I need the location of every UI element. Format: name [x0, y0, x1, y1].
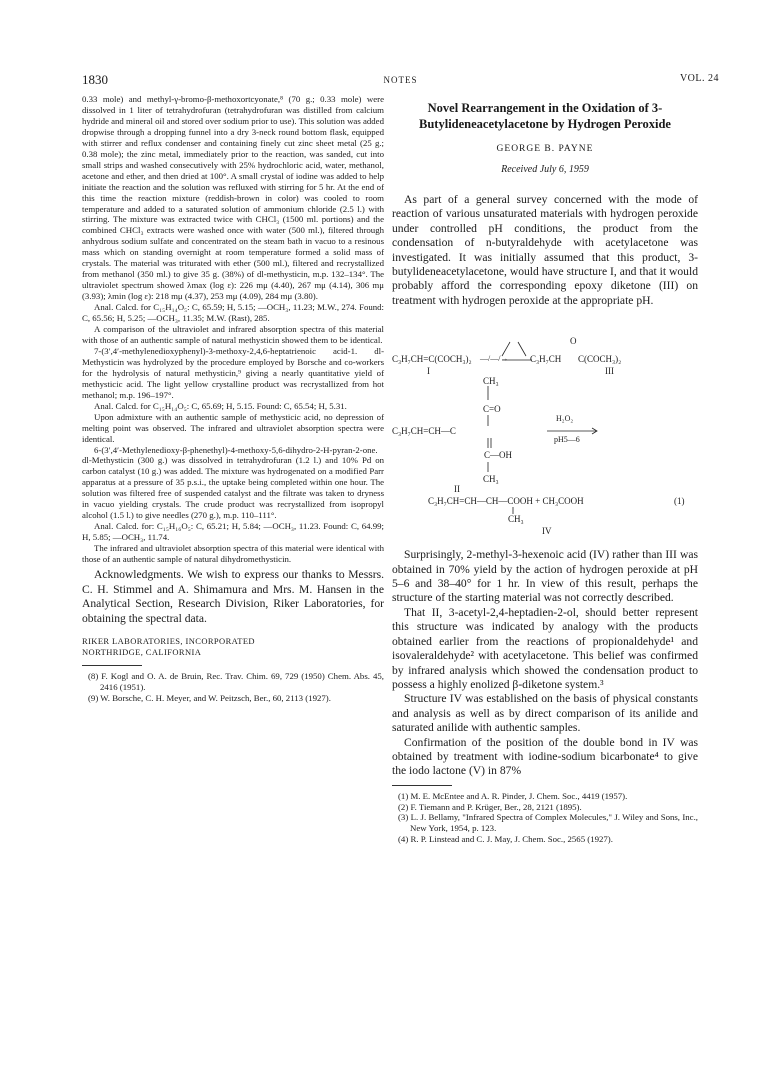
- footnote-9: (9) W. Borsche, C. H. Meyer, and W. Peitzsch, Ber., 60, 2113 (1927).: [88, 692, 331, 703]
- label-IV: IV: [542, 526, 552, 537]
- ch3-bottom: CH₃: [483, 474, 499, 485]
- footnote-1: (1) M. E. McEntee and A. R. Pinder, J. Chem. Soc., 4419 (1957).: [398, 790, 628, 801]
- label-I: I: [427, 366, 430, 377]
- negated-arrow: —/—/→: [480, 354, 509, 364]
- footnote-rule: [82, 665, 142, 666]
- footnote-8: (8) F. Kogl and O. A. de Bruin, Rec. Trav. Chim. 69, 729 (1950) Chem. Abs. 45, 2416 (1951).: [88, 671, 384, 693]
- left-column: [82, 94, 384, 704]
- label-III: III: [605, 366, 614, 377]
- running-header: [82, 72, 719, 88]
- enol-group: C—OH: [484, 450, 513, 461]
- footnote-2: (2) F. Tiemann and P. Krüger, Ber., 28, 2121 (1895).: [398, 801, 582, 812]
- affiliation: [82, 636, 384, 657]
- analysis-paragraph-2: Anal. Calcd. for C₁₅H₁₄O₅: C, 65.69; H, 5.15. Found: C, 65.54; H, 5.31.: [94, 400, 347, 411]
- intro-paragraph: As part of a general survey concerned with the mode of reaction of various unsaturated materials with hydrogen peroxide under controlled pH conditions, the product from the condensation of n-butyraldehyde with acetylacetone was investigated. It was initially assumed that this product, 3-butylideneacetylacetone, would have structure I, and that it would probably afford the corresponding epoxy diketone (III) on treatment with hydrogen peroxide at the appropriate pH.: [392, 193, 698, 307]
- structure-III-right: C(COCH₃)₂: [578, 354, 622, 365]
- scheme-tail: [392, 514, 698, 540]
- reagent-ph: pH5—6: [554, 435, 580, 445]
- confirmation-paragraph: Confirmation of the position of the double bond in IV was obtained by treatment with iodine-sodium bicarbonate⁴ to give the iodo lactone (V) in 87%: [392, 735, 698, 778]
- analysis-paragraph: Anal. Calcd. for C₁₅H₁₄O₅: C, 65.59; H, 5.15; —OCH₃, 11.23; M.W., 274. Found: C, 65.56; H, 5.25; —OCH₃, 11.35; M.W. (Rast), 285.: [82, 302, 384, 324]
- experimental-paragraph: 0.33 mole) and methyl-γ-bromo-β-methoxortcyonate,⁸ (70 g.; 0.33 mole) were dissolved in 1 liter of tetrahydrofuran (tetrahydrofuran was distilled from calcium hydride and mineral oil and stored over sodium prior to use). This solution was added dropwise through a dropping funnel into a dry 3-neck round bottom flask, equipped with stirrer and reflux condenser and containing finely cut zinc sheet metal (25 g.; 0.38 mole); the zinc metal, immediately prior to the reaction, was sanded, cut into small strips and washed consecutively with 25% hydrochloric acid, water, methanol, acetone and ether, and then dried at 100°. A small crystal of iodine was added to help initiate the reaction and the solution was refluxed with stirring for 5 hr. At the end of this time the reaction mixture (reddish-brown in color) was cooled to room temperature and added to a saturated solution of ammonium chloride (2.5 l.) with stirring. The mixture was extracted twice with CHCl₃ (1500 ml. portions) and the combined CHCl₃ extracts were washed once with water (500 ml.), filtered through anhydrous sodium sulfate and concentrated on the steam bath in vacuo to a resinous mass which on standing overnight at room temperature formed a solid mass of crystals. The material was triturated with ether (500 ml.), filtered and recrystallized from methanol (350 ml.) to give 35 g. (38%) of dl-methysticin, m.p. 132–134°. The ultraviolet spectrum showed λmax (log ε): 226 mμ (4.40), 267 mμ (4.14), 306 mμ (3.93); λmin (log ε): 218 mμ (4.37), 253 mμ (4.09), 284 mμ (3.80).: [82, 94, 384, 302]
- received-date: Received July 6, 1959: [501, 164, 589, 175]
- author-name: GEORGE B. PAYNE: [496, 144, 594, 154]
- scheme-bonds: [392, 316, 698, 514]
- reagent-h2o2: H₂O₂: [556, 414, 574, 424]
- volume-label: VOL. 24: [679, 73, 719, 84]
- footnote-rule-right: [392, 785, 452, 786]
- admixture-paragraph: Upon admixture with an authentic sample of methysticic acid, no depression of melting point was observed. The infrared and ultraviolet absorption spectra were identical.: [82, 411, 384, 444]
- epoxide-oxygen: O: [570, 336, 577, 347]
- page-number: 1830: [82, 72, 108, 87]
- affiliation-org: RIKER LABORATORIES, INCORPORATED: [82, 636, 255, 647]
- structure-II-chain: C₃H₇CH=CH—C: [392, 426, 456, 437]
- structure-I: C₃H₇CH=C(COCH₃)₂: [392, 354, 472, 365]
- hydrolysis-paragraph: 7-(3′,4′-methylenedioxyphenyl)-3-methoxy-2,4,6-heptatrienoic acid-1. dl-Methysticin was hydrolyzed by the procedure employed by Borsche and co-workers for the hydrolysis of natural methysticin,⁹ giving a nearly quantitative yield of methysticic acid. The light yellow crystalline product was recrystallized from hot methanol; m.p. 196–197°.: [82, 345, 384, 400]
- hydrogenation-paragraph: 6-(3′,4′-Methylenedioxy-β-phenethyl)-4-methoxy-5,6-dihydro-2-H-pyran-2-one. dl-Methysticin (300 g.) was dissolved in tetrahydrofuran (1.2 l.) and 10% Pd on carbon catalyst (10 g.) was added. The mixture was hydrogenated on a modified Parr apparatus at a pressure of 35 p.s.i., the uptake being completed within one hour. The solution was filtered free of suspended catalyst and the filtrate was taken to dryness in vacuo yielding crystals. The crude product was recrystallized from isopropyl alcohol (1.5 l.) to give needles (270 g.), m.p. 110–111°.: [82, 444, 384, 521]
- acknowledgments: Acknowledgments. We wish to express our thanks to Messrs. C. H. Stimmel and A. Shimamura and Mrs. M. Hansen in the Analytical Section, Research Division, Riker Laboratories, for obtaining the spectral data.: [82, 567, 384, 625]
- reaction-scheme: [392, 316, 698, 514]
- structure-IV-paragraph: Structure IV was established on the basis of physical constants and analysis as well as by direct comparison of its anilide and saturated anilide with authentic samples.: [392, 692, 698, 735]
- right-column: [392, 94, 698, 845]
- equation-number: (1): [674, 496, 685, 507]
- structure-III-left: C₃H₇CH: [530, 354, 562, 365]
- surprising-result-paragraph: Surprisingly, 2-methyl-3-hexenoic acid (IV) rather than III was obtained in 70% yield by the action of hydrogen peroxide at pH 5–6 and 38–40° for 1 hr. In view of this result, perhaps the structure of the starting material was not correctly described.: [392, 548, 698, 605]
- affiliation-place: NORTHRIDGE, CALIFORNIA: [82, 646, 202, 657]
- footnote-4: (4) R. P. Linstead and C. J. May, J. Chem. Soc., 2565 (1927).: [398, 833, 613, 844]
- article-title: Novel Rearrangement in the Oxidation of 3-Butylideneacetylacetone by Hydrogen Peroxide: [419, 101, 671, 131]
- structure-IV-equation: C₃H₇CH=CH—CH—COOH + CH₃COOH: [428, 496, 584, 507]
- analysis-paragraph-3: Anal. Calcd. for: C₁₅H₁₆O₅: C, 65.21; H, 5.84; —OCH₃, 11.23. Found: C, 64.99; H, 5.85; —OCH₃, 11.74.: [82, 521, 384, 543]
- section-name: NOTES: [383, 75, 418, 85]
- ch3-iv: CH₃: [508, 514, 524, 525]
- footnote-3: (3) L. J. Bellamy, "Infrared Spectra of Complex Molecules," J. Wiley and Sons, Inc., New York, 1954, p. 123.: [398, 812, 698, 834]
- carbonyl: C=O: [483, 404, 501, 415]
- structure-II-paragraph: That II, 3-acetyl-2,4-heptadien-2-ol, should better represent this structure was indicated by analogy with the products obtained earlier from the reactions of propionaldehyde¹ and isovaleraldehyde² with acetylacetone. This belief was confirmed by infrared analysis which showed the condensation product to possess a highly enolized β-diketone system.³: [392, 605, 698, 691]
- label-II: II: [454, 484, 460, 495]
- spectra-paragraph: The infrared and ultraviolet absorption spectra of this material were identical with those of an authentic sample of natural dihydromethysticin.: [82, 543, 384, 565]
- comparison-paragraph: A comparison of the ultraviolet and infrared absorption spectra of this material with those of an authentic sample of natural methysticin showed them to be identical.: [82, 324, 384, 345]
- ch3-top: CH₃: [483, 376, 499, 387]
